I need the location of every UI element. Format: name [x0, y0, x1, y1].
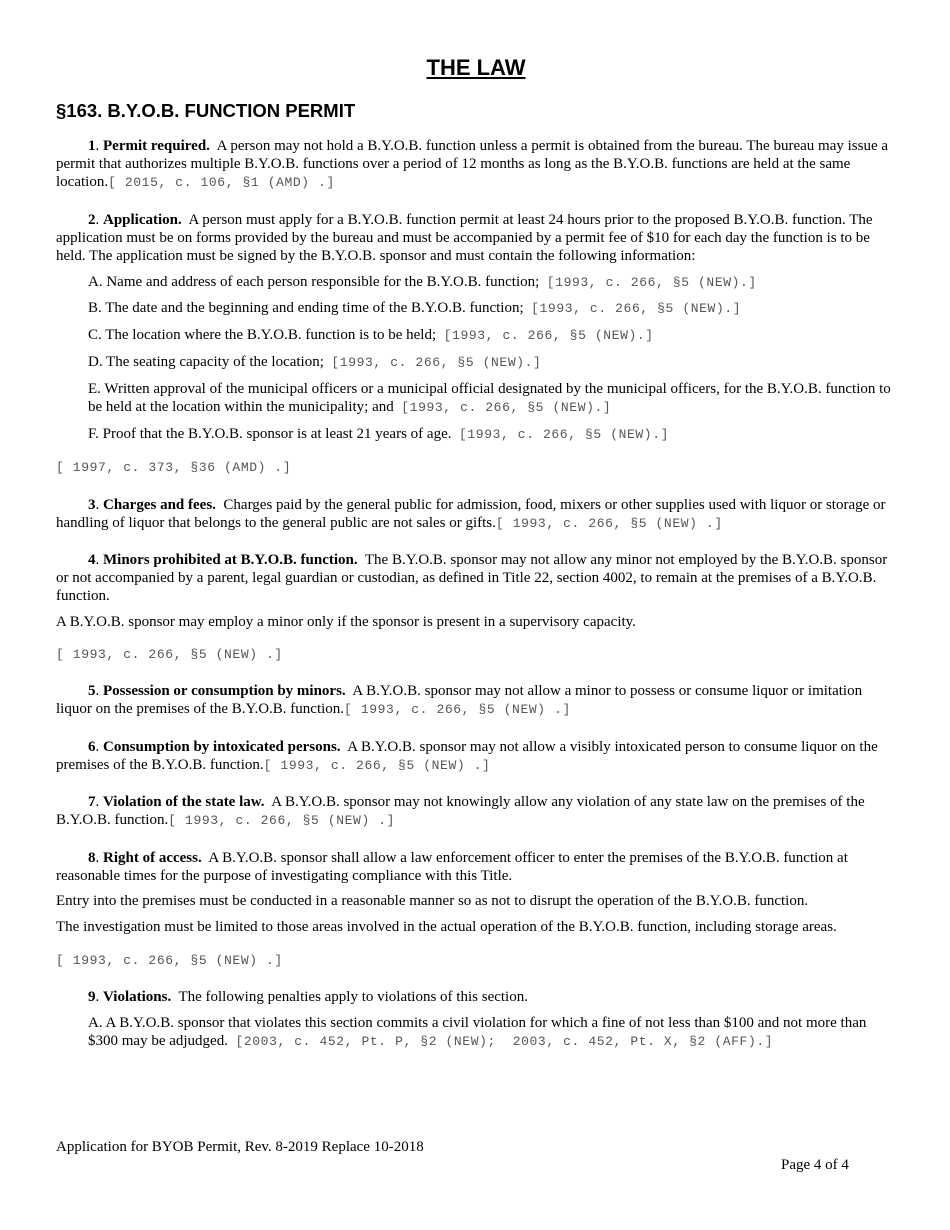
subsection-7: 7. Violation of the state law. A B.Y.O.B. sponsor may not knowingly allow any violation of any state law on the premises of the B.Y.O.B. function.[ 1993, c. 266, §5 (NEW) .]	[56, 794, 865, 828]
citation: [1993, c. 266, §5 (NEW).]	[546, 275, 757, 290]
list-item-text: C. The location where the B.Y.O.B. function is to be held;	[88, 327, 437, 343]
list-item-text: D. The seating capacity of the location;	[88, 354, 324, 370]
subsection-text: A B.Y.O.B. sponsor may not allow a minor to possess or consume liquor or imitation liquor on the premises of the B.Y.O.B. function.	[56, 683, 863, 717]
subsection-1: 1. Permit required. A person may not hold a B.Y.O.B. function unless a permit is obtained from the bureau. The bureau may issue a permit that authorizes multiple B.Y.O.B. functions over a period of 12 months as long as the B.Y.O.B. functions are held at the same location.[ 2015, c. 106, §1 (AMD) .]	[56, 138, 889, 190]
subsection-number: 1	[88, 138, 96, 154]
list-item-text: F. Proof that the B.Y.O.B. sponsor is at least 21 years of age.	[88, 426, 452, 442]
citation: [1993, c. 266, §5 (NEW).]	[401, 400, 612, 415]
subsection-label: Consumption by intoxicated persons.	[103, 739, 341, 755]
subsection-number: 2	[88, 212, 96, 228]
subsection-label: Permit required.	[103, 138, 210, 154]
subsection-citation	[56, 645, 896, 664]
list-item	[56, 425, 896, 444]
citation: [ 1993, c. 266, §5 (NEW) .]	[56, 953, 283, 968]
subsection-text: A B.Y.O.B. sponsor may not allow a visibly intoxicated person to consume liquor on the premises of the B.Y.O.B. function.	[56, 739, 878, 773]
subsection-text: A person must apply for a B.Y.O.B. function permit at least 24 hours prior to the proposed B.Y.O.B. function. The application must be on forms provided by the bureau and must be accompanied by a permit fee of $10 for each day the function is to be held. The application must be signed by the B.Y.O.B. sponsor and must contain the following information:	[56, 212, 873, 264]
citation: [1993, c. 266, §5 (NEW).]	[443, 328, 654, 343]
subsection-label: Application.	[103, 212, 182, 228]
citation: [ 2015, c. 106, §1 (AMD) .]	[108, 175, 335, 190]
page-title: THE LAW	[426, 55, 526, 80]
subsection-3: 3. Charges and fees. Charges paid by the general public for admission, food, mixers or other supplies used with liquor or storage or handling of liquor that belongs to the general public are not sales or gifts.[ 1993, c. 266, §5 (NEW) .]	[56, 497, 886, 531]
page-number: Page 4 of 4	[781, 1157, 849, 1173]
subsection-number: 7	[88, 794, 96, 810]
subsection-8: 8. Right of access. A B.Y.O.B. sponsor shall allow a law enforcement officer to enter the premises of the B.Y.O.B. function at reasonable times for the purpose of investigating compliance with this Title.	[56, 850, 848, 884]
subsection-text: A B.Y.O.B. sponsor may not knowingly allow any violation of any state law on the premises of the B.Y.O.B. function.	[56, 794, 865, 828]
citation: [1993, c. 266, §5 (NEW).]	[531, 301, 742, 316]
paragraph: The investigation must be limited to those areas involved in the actual operation of the B.Y.O.B. function, including storage areas.	[56, 919, 837, 935]
subsection-label: Right of access.	[103, 850, 202, 866]
list-item	[56, 273, 896, 292]
subsection-2: 2. Application. A person must apply for a B.Y.O.B. function permit at least 24 hours prior to the proposed B.Y.O.B. function. The application must be on forms provided by the bureau and must be accompanied by a permit fee of $10 for each day the function is to be held. The application must be signed by the B.Y.O.B. sponsor and must contain the following information:	[56, 212, 873, 264]
subsection-text: A B.Y.O.B. sponsor shall allow a law enforcement officer to enter the premises of the B.Y.O.B. function at reasonable times for the purpose of investigating compliance with this Title.	[56, 850, 848, 884]
subsection-5: 5. Possession or consumption by minors. A B.Y.O.B. sponsor may not allow a minor to possess or consume liquor or imitation liquor on the premises of the B.Y.O.B. function.[ 1993, c. 266, §5 (NEW) .]	[56, 683, 863, 717]
list-item	[56, 353, 896, 372]
subsection-number: 3	[88, 497, 96, 513]
subsection-number: 8	[88, 850, 96, 866]
citation: [ 1993, c. 266, §5 (NEW) .]	[168, 813, 396, 828]
subsection-text: The following penalties apply to violations of this section.	[178, 989, 528, 1005]
subsection-text: A person may not hold a B.Y.O.B. function unless a permit is obtained from the bureau. The bureau may issue a permit that authorizes multiple B.Y.O.B. functions over a period of 12 months as long as the B.Y.O.B. functions are held at the same location.	[56, 138, 889, 190]
subsection-label: Minors prohibited at B.Y.O.B. function.	[103, 552, 358, 568]
citation: [ 1993, c. 266, §5 (NEW) .]	[263, 758, 491, 773]
list-item-text: B. The date and the beginning and ending time of the B.Y.O.B. function;	[88, 300, 524, 316]
subsection-label: Charges and fees.	[103, 497, 216, 513]
subsection-number: 6	[88, 739, 96, 755]
citation: [ 1997, c. 373, §36 (AMD) .]	[56, 460, 292, 475]
citation: [1993, c. 266, §5 (NEW).]	[331, 355, 542, 370]
paragraph: A B.Y.O.B. sponsor may employ a minor only if the sponsor is present in a supervisory capacity.	[56, 614, 636, 630]
citation: [ 1993, c. 266, §5 (NEW) .]	[56, 647, 283, 662]
subsection-9: 9. Violations. The following penalties apply to violations of this section.	[88, 989, 528, 1005]
citation: [ 1993, c. 266, §5 (NEW) .]	[495, 516, 723, 531]
document-page	[56, 0, 896, 1230]
list-item-text: A. A B.Y.O.B. sponsor that violates this section commits a civil violation for which a fine of not less than $100 and not more than $300 may be adjudged.	[88, 1015, 867, 1049]
paragraph: Entry into the premises must be conducted in a reasonable manner so as not to disrupt the operation of the B.Y.O.B. function.	[56, 893, 809, 909]
subsection-number: 9	[88, 989, 96, 1005]
section-heading: §163. B.Y.O.B. FUNCTION PERMIT	[56, 100, 356, 121]
citation: [1993, c. 266, §5 (NEW).]	[458, 427, 670, 442]
subsection-6: 6. Consumption by intoxicated persons. A B.Y.O.B. sponsor may not allow a visibly intoxicated person to consume liquor on the premises of the B.Y.O.B. function.[ 1993, c. 266, §5 (NEW) .]	[56, 739, 878, 773]
list-item	[56, 299, 896, 318]
subsection-number: 5	[88, 683, 96, 699]
list-item-text: E. Written approval of the municipal officers or a municipal official designated by the municipal officers, for the B.Y.O.B. function to be held at the location within the municipality; and	[88, 381, 891, 415]
citation: [2003, c. 452, Pt. P, §2 (NEW); 2003, c. 452, Pt. X, §2 (AFF).]	[235, 1034, 774, 1049]
subsection-citation	[56, 458, 896, 477]
subsection-number: 4	[88, 552, 96, 568]
subsection-label: Violations.	[103, 989, 172, 1005]
subsection-label: Violation of the state law.	[103, 794, 265, 810]
list-item	[56, 380, 896, 417]
subsection-text: The B.Y.O.B. sponsor may not allow any minor not employed by the B.Y.O.B. sponsor or not accompanied by a parent, legal guardian or custodian, as defined in Title 22, section 4002, to remain at the premises of a B.Y.O.B. function.	[56, 552, 888, 604]
subsection-4: 4. Minors prohibited at B.Y.O.B. function. The B.Y.O.B. sponsor may not allow any minor not employed by the B.Y.O.B. sponsor or not accompanied by a parent, legal guardian or custodian, as defined in Title 22, section 4002, to remain at the premises of a B.Y.O.B. function.	[56, 552, 888, 604]
citation: [ 1993, c. 266, §5 (NEW) .]	[344, 702, 571, 717]
list-item	[56, 1014, 896, 1051]
list-item	[56, 326, 896, 345]
subsection-label: Possession or consumption by minors.	[103, 683, 346, 699]
subsection-citation	[56, 951, 896, 970]
footer-form-name: Application for BYOB Permit, Rev. 8-2019 Replace 10-2018	[56, 1139, 424, 1155]
subsection-text: Charges paid by the general public for admission, food, mixers or other supplies used with liquor or storage or handling of liquor that belongs to the general public are not sales or gifts.	[56, 497, 886, 531]
list-item-text: A. Name and address of each person responsible for the B.Y.O.B. function;	[88, 274, 540, 290]
